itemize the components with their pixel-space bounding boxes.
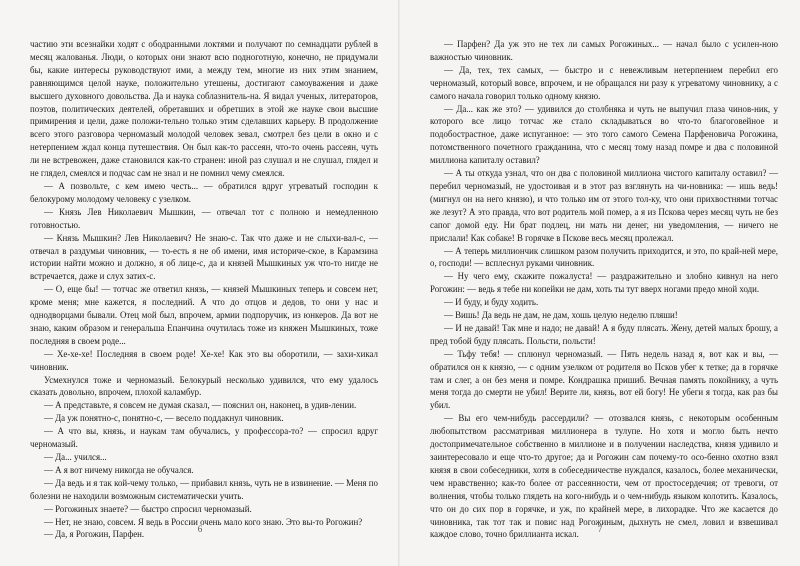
left-page-text	[30, 38, 378, 541]
paragraph: — А ты откуда узнал, что он два с половиной миллиона чистого капиталу оставил? — перебил черномазый, не удостоивая и в этот раз взглянуть на чи-новника: — ишь ведь! (мигнул он на него князю), и что только им от этого тол-ку, что они прихвостнями тотчас же лезут? А это правда, что вот родитель мой помер, а я из Пскова через месяц чуть не без сапог домой еду. Ни брат подлец, ни мать ни денег, ни уведомления, — ничего не прислали! Как собаке! В горячке в Пскове весь месяц пролежал.	[430, 168, 778, 243]
paragraph: — И не давай! Так мне и надо; не давай! А я буду плясать. Жену, детей малых брошу, а пред тобой буду плясать. Польсти, польсти!	[430, 322, 778, 346]
left-page-number: 6	[197, 524, 203, 534]
paragraph: — Ну чего ему, скажите пожалуста! — раздражительно и злобно кивнул на него Рогожин: — ведь я тебе ни копейки не дам, хоть ты тут вверх ногами предо мной ходи.	[430, 271, 778, 295]
paragraph: — Да уж понятно-с, понятно-с, — весело поддакнул чиновник.	[44, 413, 284, 424]
paragraph: — А представьте, я совсем не думая сказал, — пояснил он, наконец, в удив-лении.	[44, 400, 357, 411]
paragraph: — Парфен? Да уж это не тех ли самых Рогожиных... — начал было с усилен-ною важностью чиновник.	[430, 39, 778, 62]
paragraph: — Да... как же это? — удивился до столбняка и чуть не выпучил глаза чинов-ник, у которого все лицо тотчас же стало складываться во что-то благоговейное и подобострастное, даже испуганное: — это того самого Семена Парфеновича Рогожина, потомственного почетного гражданина, что с месяц тому назад помре и два с половиной миллиона капиталу оставил?	[430, 103, 778, 166]
paragraph: — А теперь миллиончик слишком разом получить приходится, и это, по край-ней мере, о, господи! — всплеснул руками чиновник.	[430, 245, 778, 269]
paragraph: — Вы его чем-нибудь рассердили? — отозвался князь, с некоторым особенным любопытством рассматривая миллионера в тулупе. Но хотя и могло быть нечто достопримечательное собственно в миллионе и в получении наследства, князя удивило и заинтересовало и еще что-то другое; да и Рогожин сам почему-то осо-бенно охотно взял князя в свои собеседники, хотя в собеседничестве нуждался, казалось, более механически, чем нравственно; как-то более от рассеянности, чем от простосердечия; от тревоги, от волнения, чтобы только глядеть на кого-нибудь и о чем-нибудь языком колотить. Казалось, что он до сих пор в горячке, и уж, по крайней мере, в лихорадке. Что же касается до чиновника, так тот так и повис над Рогожиным, дыхнуть не смел, ловил и взвешивал каждое слово, точно бриллианта искал.	[430, 413, 778, 540]
right-page-text	[430, 38, 778, 541]
paragraph: — Да... учился...	[44, 452, 107, 462]
paragraph: — Тьфу тебя! — сплюнул черномазый. — Пять недель назад я, вот как и вы, — обратился он к князю, — с одним узелком от родителя во Псков убег к тетке; да в горячке там и слег, а он без меня и помре. Кондрашка пришиб. Вечная память покойнику, а чуть меня тогда до смерти не убил! Верите ли, князь, вот ей богу! Не убеги я тогда, как раз бы убил.	[430, 348, 778, 411]
paragraph: — Да, тех, тех самых, — быстро и с невежливым нетерпением перебил его черномазый, который вовсе, впрочем, и не обращался ни разу к угреватому чиновнику, а с самого начала говорил только одному князю.	[430, 64, 778, 101]
paragraph: — Нет, не знаю, совсем. Я ведь в России очень мало кого знаю. Это вы-то Рогожин?	[44, 516, 363, 527]
right-page-number: 7	[597, 524, 603, 534]
paragraph: — Князь Лев Николаевич Мышкин, — отвечал тот с полною и немедленною готовностью.	[30, 206, 378, 230]
paragraph: — Рогожиных знаете? — быстро спросил черномазый.	[44, 503, 252, 514]
paragraph: — Да, я Рогожин, Парфен.	[44, 529, 145, 540]
paragraph: — Князь Мышкин? Лев Николаевич? Не знаю-с. Так что даже и не слыхи-вал-с, — отвечал в раздумьи чиновник, — то-есть я не об имени, имя историче-ское, в Карамзина истории найти можно и должно, я об лице-с, да и князей Мышкиных уж что-то нигде не встречается, даже и слух затих-с.	[30, 232, 378, 282]
paragraph: — И буду, и буду ходить.	[444, 297, 539, 308]
paragraph: частию эти всезнайки ходят с ободранными локтями и получают по семнадцати рублей в месяц жалованья. Люди, о которых они знают всю подноготную, конечно, не придумали бы, какие интересы руководствуют ими, а между тем, многие из них этим знанием, равняющимся целой науке, положительно утешены, достигают самоуважения и даже высшего духовного довольства. Да и наука соблазнитель-на. Я видал ученых, литераторов, поэтов, политических деятелей, обретавших и обретших в этой же науке свои высшие примирения и цели, даже положи-тельно только этим сделавших карьеру. В продолжение всего этого разговора черномазый молодой человек зевал, смотрел без цели в окно и с нетерпением ждал конца путешествия. Он был как-то рассеян, что-то очень рассеян, чуть ли не встревожен, даже становился как-то странен: иной раз слушал и не слушал, глядел и не глядел, смеялся и подчас сам не знал и не помнил чему смеялся.	[30, 39, 378, 179]
paragraph: Усмехнулся тоже и черномазый. Белокурый несколько удивился, что ему удалось сказать довольно, впрочем, плохой каламбур.	[30, 374, 378, 398]
paragraph: — Хе-хе-хе! Последняя в своем роде! Хе-хе! Как это вы оборотили, — захи-хикал чиновник.	[30, 348, 378, 372]
paragraph: — А что вы, князь, и наукам там обучались, у профессора-то? — спросил вдруг черномазый.	[30, 426, 378, 450]
paragraph: — Вишь! Да ведь не дам, не дам, хошь целую неделю пляши!	[444, 310, 678, 321]
paragraph: — А я вот ничему никогда не обучался.	[44, 464, 194, 475]
right-page	[400, 0, 800, 566]
paragraph: — Да ведь и я так кой-чему только, — прибавил князь, чуть не в извинение. — Меня по болезни не находили возможным систематически учить.	[30, 477, 378, 501]
paragraph: — А позвольте, с кем имею честь... — обратился вдруг угреватый господин к белокурому молодому человеку с узелком.	[30, 180, 378, 204]
paragraph: — О, еще бы! — тотчас же ответил князь, — князей Мышкиных теперь и совсем нет, кроме меня; мне кажется, я последний. А что до отцов и дедов, то они у нас и однодворцами бывали. Отец мой был, впрочем, армии подпоручик, из юнкеров. Да вот не знаю, каким образом и генеральша Епанчина очутилась тоже из княжен Мышкиных, тоже последняя в своем роде...	[30, 284, 378, 346]
